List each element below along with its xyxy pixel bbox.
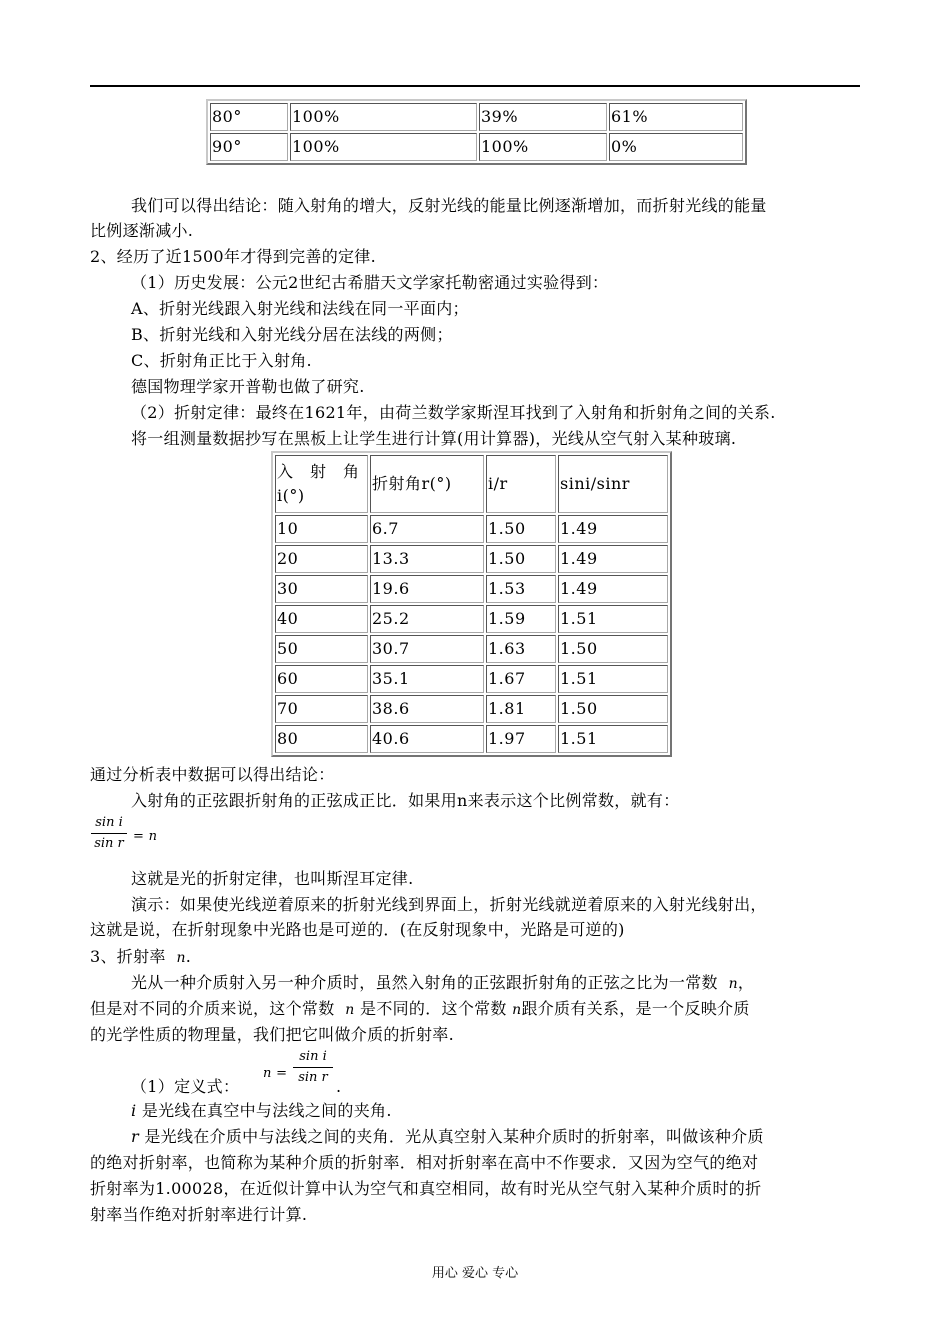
table-cell: 80°	[210, 103, 288, 131]
table-cell: 38.6	[370, 695, 484, 723]
table-header: sini/sinr	[558, 455, 668, 513]
paragraph-text: 是光线在介质中与法线之间的夹角．光从真空射入某种介质时的折射率，叫做该种介质	[144, 1127, 764, 1146]
equals-n: = n	[133, 829, 158, 844]
header-rule	[90, 85, 860, 87]
conclusion-line: 我们可以得出结论：随入射角的增大，反射光线的能量比例逐渐增加，而折射光线的能量	[131, 196, 767, 215]
table-cell: 1.50	[486, 545, 556, 573]
table-cell: 10	[275, 515, 368, 543]
paragraph-text: 但是对不同的介质来说，这个常数	[90, 999, 335, 1018]
table-cell: 40	[275, 605, 368, 633]
table-cell: 30.7	[370, 635, 484, 663]
paragraph-text: 跟介质有关系，是一个反映介质	[521, 999, 750, 1018]
table-cell: 50	[275, 635, 368, 663]
sine-ratio-fraction	[91, 815, 127, 852]
table-cell: 35.1	[370, 665, 484, 693]
paragraph	[131, 973, 754, 994]
paragraph: 折射率为1.00028，在近似计算中认为空气和真空相同，故有时光从空气射入某种介质时的折	[90, 1179, 762, 1198]
table-cell: 1.81	[486, 695, 556, 723]
paragraph: 演示：如果使光线逆着原来的折射光线到界面上，折射光线就逆着原来的入射光线射出，	[131, 895, 767, 914]
table-cell: 90°	[210, 133, 288, 161]
definition-fraction	[293, 1049, 333, 1086]
i-symbol: i	[131, 1101, 137, 1120]
fraction-bar	[293, 1067, 333, 1068]
table-row	[275, 665, 668, 693]
table-cell: 100%	[479, 133, 607, 161]
n-symbol: n	[176, 950, 186, 966]
table-cell: 1.59	[486, 605, 556, 633]
paragraph: 将一组测量数据抄写在黑板上让学生进行计算(用计算器)，光线从空气射入某种玻璃.	[131, 429, 737, 448]
table-cell: 1.63	[486, 635, 556, 663]
table-cell: 1.51	[558, 725, 668, 753]
table-cell: 39%	[479, 103, 607, 131]
table-cell: 70	[275, 695, 368, 723]
list-item: C、折射角正比于入射角.	[131, 351, 312, 370]
table-cell: 1.49	[558, 515, 668, 543]
section-heading-text: 3、折射率	[90, 947, 166, 966]
table-row	[275, 605, 668, 633]
paragraph-text: ，	[737, 973, 755, 992]
section-heading-period: .	[185, 947, 192, 966]
definition-label: （1）定义式：	[131, 1077, 240, 1096]
n-symbol: n	[728, 976, 738, 992]
paragraph: （2）折射定律：最终在1621年，由荷兰数学家斯涅耳找到了入射角和折射角之间的关系.	[131, 403, 776, 422]
table-row	[210, 103, 743, 131]
table-cell: 19.6	[370, 575, 484, 603]
paragraph-text: 光从一种介质射入另一种介质时，虽然入射角的正弦跟折射角的正弦之比为一常数	[131, 973, 718, 992]
section-heading	[90, 947, 191, 968]
list-item: B、折射光线和入射光线分居在法线的两侧；	[131, 325, 453, 344]
refraction-data-table	[271, 451, 672, 757]
paragraph: 射率当作绝对折射率进行计算.	[90, 1205, 308, 1224]
page-footer: 用心 爱心 专心	[431, 1266, 519, 1281]
table-header: i/r	[486, 455, 556, 513]
table-row	[275, 515, 668, 543]
table-header-row	[275, 455, 668, 513]
table-cell: 1.49	[558, 545, 668, 573]
table-cell: 1.53	[486, 575, 556, 603]
paragraph: 这就是光的折射定律，也叫斯涅耳定律.	[131, 869, 414, 888]
denominator: sin r	[94, 836, 124, 851]
table-cell: 1.49	[558, 575, 668, 603]
paragraph: 入射角的正弦跟折射角的正弦成正比．如果用n来表示这个比例常数，就有：	[131, 791, 680, 810]
definition-period: .	[336, 1077, 342, 1096]
paragraph: 的绝对折射率，也简称为某种介质的折射率．相对折射率在高中不作要求．又因为空气的绝对	[90, 1153, 759, 1172]
section-heading: 2、经历了近1500年才得到完善的定律.	[90, 247, 376, 266]
table-cell: 1.50	[558, 695, 668, 723]
table-cell: 6.7	[370, 515, 484, 543]
r-symbol: r	[131, 1127, 139, 1146]
table-cell: 1.67	[486, 665, 556, 693]
table-cell: 80	[275, 725, 368, 753]
list-item: A、折射光线跟入射光线和法线在同一平面内；	[131, 299, 469, 318]
paragraph-text: 是光线在真空中与法线之间的夹角.	[141, 1101, 392, 1120]
table-cell: 20	[275, 545, 368, 573]
conclusion-line: 比例逐渐减小.	[90, 221, 194, 240]
n-symbol: n	[512, 1002, 522, 1018]
table-cell: 100%	[290, 103, 477, 131]
table-row	[210, 133, 743, 161]
paragraph: 德国物理学家开普勒也做了研究.	[131, 377, 365, 396]
paragraph: 通过分析表中数据可以得出结论：	[90, 765, 335, 784]
denominator: sin r	[298, 1070, 328, 1085]
table-cell: 30	[275, 575, 368, 603]
table-cell: 25.2	[370, 605, 484, 633]
paragraph	[131, 1127, 764, 1147]
table-cell: 60	[275, 665, 368, 693]
table-row	[275, 725, 668, 753]
paragraph-text: 是不同的．这个常数	[360, 999, 507, 1018]
table-cell: 40.6	[370, 725, 484, 753]
table-header: 入 射 角i(°)	[275, 455, 368, 513]
table-cell: 100%	[290, 133, 477, 161]
table-cell: 1.50	[486, 515, 556, 543]
numerator: sin i	[299, 1049, 327, 1064]
table-cell: 1.97	[486, 725, 556, 753]
numerator: sin i	[95, 815, 123, 830]
paragraph: 这就是说，在折射现象中光路也是可逆的．(在反射现象中，光路是可逆的)	[90, 920, 625, 939]
n-equals: n =	[263, 1066, 288, 1081]
table-header: 折射角r(°)	[370, 455, 484, 513]
table-row	[275, 695, 668, 723]
table-cell: 0%	[609, 133, 743, 161]
n-symbol: n	[345, 1002, 355, 1018]
table-cell: 13.3	[370, 545, 484, 573]
table-row	[275, 635, 668, 663]
paragraph	[131, 1101, 392, 1121]
table-row	[275, 575, 668, 603]
paragraph: （1）历史发展：公元2世纪古希腊天文学家托勒密通过实验得到：	[131, 273, 609, 292]
paragraph: 的光学性质的物理量，我们把它叫做介质的折射率.	[90, 1025, 454, 1044]
fraction-bar	[91, 833, 127, 834]
table-cell: 1.51	[558, 665, 668, 693]
table-cell: 61%	[609, 103, 743, 131]
table-cell: 1.50	[558, 635, 668, 663]
table-cell: 1.51	[558, 605, 668, 633]
table-row	[275, 545, 668, 573]
energy-table	[206, 99, 747, 165]
paragraph	[90, 999, 750, 1020]
